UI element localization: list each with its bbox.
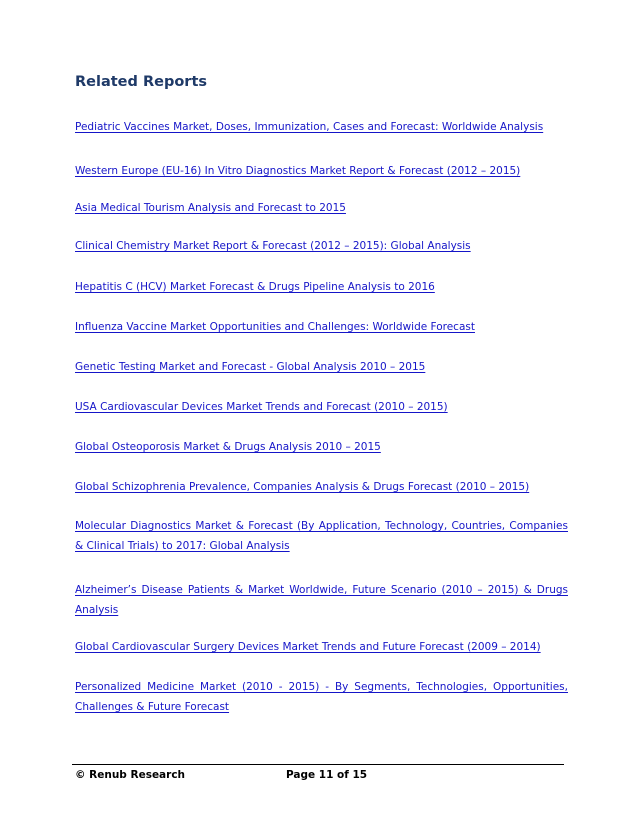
report-link-genetic-testing[interactable]: Genetic Testing Market and Forecast - Global Analysis 2010 – 2015 — [75, 361, 426, 373]
report-link-personalized-medicine[interactable]: Personalized Medicine Market (2010 - 2015) - By Segments, Technologies, Opportunities, Challenges & Future Forecast — [75, 681, 568, 713]
report-link-hepatitis-c[interactable]: Hepatitis C (HCV) Market Forecast & Drugs Pipeline Analysis to 2016 — [75, 281, 435, 293]
report-link-osteoporosis[interactable]: Global Osteoporosis Market & Drugs Analysis 2010 – 2015 — [75, 441, 381, 453]
report-link-usa-cardiovascular[interactable]: USA Cardiovascular Devices Market Trends and Forecast (2010 – 2015) — [75, 401, 448, 413]
report-link-schizophrenia[interactable]: Global Schizophrenia Prevalence, Companies Analysis & Drugs Forecast (2010 – 2015) — [75, 481, 530, 493]
report-link-cardiovascular-surgery[interactable]: Global Cardiovascular Surgery Devices Market Trends and Future Forecast (2009 – 2014) — [75, 641, 541, 653]
report-link-alzheimers[interactable]: Alzheimer’s Disease Patients & Market Worldwide, Future Scenario (2010 – 2015) & Drugs Analysis — [75, 584, 568, 616]
report-link-asia-medical-tourism[interactable]: Asia Medical Tourism Analysis and Forecast to 2015 — [75, 202, 346, 214]
footer-page-number: Page 11 of 15 — [286, 769, 368, 781]
report-link-molecular-diagnostics[interactable]: Molecular Diagnostics Market & Forecast (By Application, Technology, Countries, Companies & Clinical Trials) to 2017: Global Analysis — [75, 520, 568, 552]
report-link-clinical-chemistry[interactable]: Clinical Chemistry Market Report & Forecast (2012 – 2015): Global Analysis — [75, 240, 471, 252]
report-link-pediatric-vaccines[interactable]: Pediatric Vaccines Market, Doses, Immunization, Cases and Forecast: Worldwide Analysis — [75, 121, 544, 133]
footer-copyright: © Renub Research — [75, 769, 186, 781]
footer-divider — [72, 764, 564, 765]
section-heading: Related Reports — [75, 74, 208, 90]
report-link-western-europe-ivd[interactable]: Western Europe (EU-16) In Vitro Diagnostics Market Report & Forecast (2012 – 2015) — [75, 165, 521, 177]
report-link-influenza-vaccine[interactable]: Influenza Vaccine Market Opportunities and Challenges: Worldwide Forecast — [75, 321, 475, 333]
